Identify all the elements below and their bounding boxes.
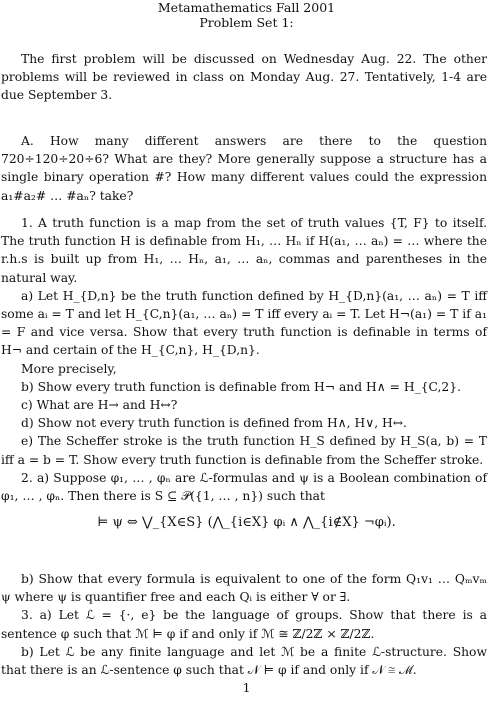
problem-3b: b) Let ℒ be any finite language and let ℳ be a finite ℒ-structure. Show that there is an ℒ-sentence φ such that 𝒩 ⊨ φ if and only if 𝒩 ≅ ℳ. [1, 644, 487, 678]
document-subtitle: Problem Set 1: [199, 15, 294, 30]
problem-1-more: More precisely, [21, 361, 117, 376]
intro-text: The first problem will be discussed on Wednesday Aug. 22. The other problems will be reviewed in class on Monday Aug. 27. Tentatively, 1-4 are due September 3. [1, 52, 487, 103]
display-formula: ⊨ ψ ⇔ ⋁_{X∈S} (⋀_{i∈X} φᵢ ∧ ⋀_{i∉X} ¬φᵢ). [97, 515, 396, 530]
problem-1d: d) Show not every truth function is defined from H∧, H∨, H↔. [21, 416, 407, 431]
problem-2-3 [1, 570, 487, 679]
problem-a [1, 132, 487, 205]
problem-1b: b) Show every truth function is definable from H¬ and H∧ = H_{C,2}. [21, 379, 461, 394]
problem-1a: a) Let H_{D,n} be the truth function defined by H_{D,n}(a₁, … aₙ) = T iff some aᵢ = T and let H_{C,n}(a₁, … aₙ) = T iff every aᵢ = T. Let H¬(a₁) = T if a₁ = F and vice versa. Show that every truth function is definable in terms of H¬ and certain of the H_{C,n}, H_{D,n}. [1, 288, 487, 358]
document-title: Metamathematics Fall 2001 [157, 0, 336, 15]
problem-1 [1, 214, 487, 505]
problem-1-intro: 1. A truth function is a map from the set of truth values {T, F} to itself. The truth function H is definable from H₁, … Hₙ if H(a₁, … aₙ) = … where the r.h.s is built up from H₁, … Hₙ, a₁, … aₙ, commas and parentheses in the natural way. [1, 216, 487, 285]
intro-paragraph [1, 50, 487, 105]
problem-2a: 2. a) Suppose φ₁, … , φₙ are ℒ-formulas and ψ is a Boolean combination of φ₁, … , φₙ. Then there is S ⊆ 𝒫({1, … , n}) such that [1, 470, 487, 504]
problem-2b: b) Show that every formula is equivalent to one of the form Q₁v₁ … Qₘvₘ ψ where ψ is quantifier free and each Qᵢ is either ∀ or ∃. [1, 572, 487, 605]
page-number: 1 [242, 681, 251, 695]
problem-a-text: A. How many different answers are there to the question 720÷120÷20÷6? What are they? More generally suppose a structure has a single binary operation #? How many different values could the expression a₁#a₂# … #aₙ? take? [1, 134, 487, 203]
problem-3a: 3. a) Let ℒ = {·, e} be the language of groups. Show that there is a sentence φ such that ℳ ⊨ φ if and only if ℳ ≅ ℤ/2ℤ × ℤ/2ℤ. [1, 608, 487, 641]
problem-1e: e) The Scheffer stroke is the truth function H_S defined by H_S(a, b) = T iff a = b = T. Show every truth function is definable from the Scheffer stroke. [1, 434, 487, 467]
problem-1c: c) What are H→ and H↔? [21, 398, 178, 413]
